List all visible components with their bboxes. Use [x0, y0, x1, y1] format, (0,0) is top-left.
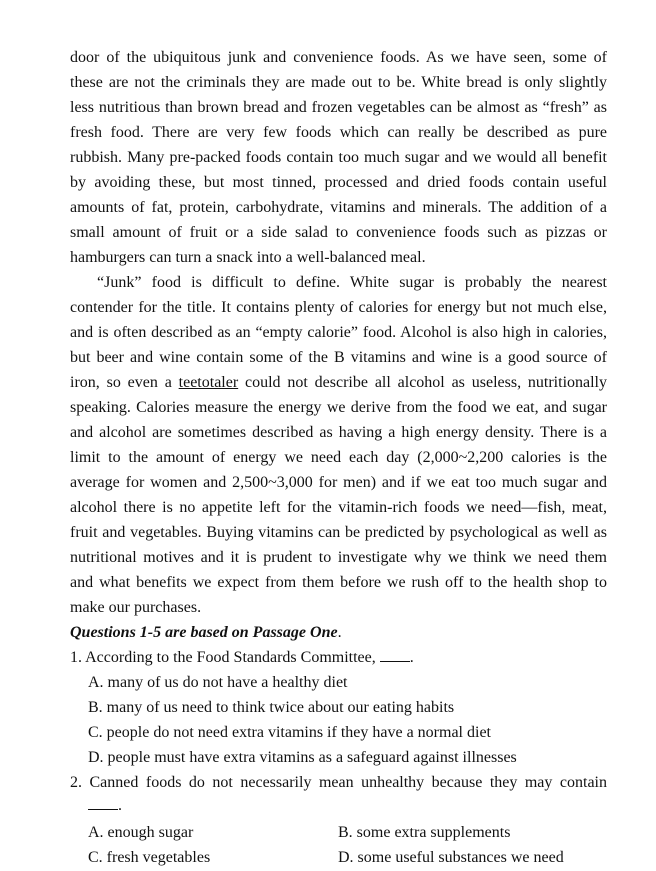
question-2-option-a[interactable]: A. enough sugar — [88, 824, 194, 841]
question-1-option-b[interactable]: B. many of us need to think twice about our eating habits — [88, 699, 455, 716]
question-1-text: 1. According to the Food Standards Committee, — [70, 649, 380, 666]
question-2-option-d[interactable]: D. some useful substances we need — [338, 849, 564, 866]
passage-line: small amount of fruit or a side salad to convenience foods such as pizzas or — [70, 224, 607, 241]
passage-line: but beer and wine contain some of the B vitamins and wine is a good source of — [70, 349, 607, 366]
question-2-option-b[interactable]: B. some extra supplements — [338, 824, 511, 841]
passage-line: limit to the amount of energy we need each day (2,000~2,200 calories is the — [70, 449, 607, 466]
passage-line: fresh food. There are very few foods which can really be described as pure — [70, 124, 607, 141]
answer-blank — [380, 647, 410, 662]
question-1-end: . — [409, 649, 414, 666]
passage-line: door of the ubiquitous junk and convenience foods. As we have seen, some of — [70, 49, 607, 66]
question-1-option-a[interactable]: A. many of us do not have a healthy diet — [88, 674, 348, 691]
passage-line: fruit and vegetables. Buying vitamins can be predicted by psychological as well as — [70, 524, 607, 541]
passage-line-with-underline — [70, 371, 607, 395]
passage-line: amounts of fat, protein, carbohydrate, vitamins and minerals. The addition of a — [70, 199, 607, 216]
question-1-option-d[interactable]: D. people must have extra vitamins as a safeguard against illnesses — [88, 749, 517, 766]
question-2-end: . — [118, 797, 122, 814]
passage-line: hamburgers can turn a snack into a well-balanced meal. — [70, 249, 426, 266]
question-1-option-c[interactable]: C. people do not need extra vitamins if they have a normal diet — [88, 724, 491, 741]
question-2-stem-cont — [88, 794, 122, 818]
passage-line: contender for the title. It contains plenty of calories for energy but not much else, — [70, 299, 607, 316]
passage-line: these are not the criminals they are made out to be. White bread is only slightly — [70, 74, 607, 91]
passage-line: average for women and 2,500~3,000 for men) and if we eat too much sugar and — [70, 474, 607, 491]
passage-line: alcohol there is no appetite left for the vitamin-rich foods we need—fish, meat, — [70, 499, 607, 516]
passage-line: and is often described as an “empty calorie” food. Alcohol is also high in calories, — [70, 324, 607, 341]
questions-heading — [70, 621, 607, 645]
passage-line: make our purchases. — [70, 599, 202, 616]
passage-line: “Junk” food is difficult to define. White sugar is probably the nearest — [97, 274, 607, 291]
text-span: iron, so even a — [70, 374, 179, 391]
text-span: could not describe all alcohol as useless, nutritionally — [238, 374, 607, 391]
passage-line: speaking. Calories measure the energy we derive from the food we eat, and sugar — [70, 399, 607, 416]
passage-line: and alcohol are sometimes described as having a high energy density. There is a — [70, 424, 607, 441]
question-2-stem: 2. Canned foods do not necessarily mean unhealthy because they may contain — [70, 774, 607, 791]
passage-line: nutritional motives and it is prudent to investigate why we think we need them — [70, 549, 607, 566]
passage-line: less nutritious than brown bread and frozen vegetables can be almost as “fresh” as — [70, 99, 607, 116]
underlined-word: teetotaler — [178, 374, 239, 391]
question-1-stem — [70, 646, 607, 670]
questions-heading-tail: . — [337, 624, 342, 641]
passage-line: and what benefits we expect from them before we rush off to the health shop to — [70, 574, 607, 591]
passage-line: by avoiding these, but most tinned, processed and dried foods contain useful — [70, 174, 607, 191]
questions-heading-text: Questions 1-5 are based on Passage One — [70, 624, 338, 641]
passage-line: rubbish. Many pre-packed foods contain too much sugar and we would all benefit — [70, 149, 607, 166]
question-2-option-c[interactable]: C. fresh vegetables — [88, 849, 211, 866]
answer-blank — [88, 795, 118, 810]
